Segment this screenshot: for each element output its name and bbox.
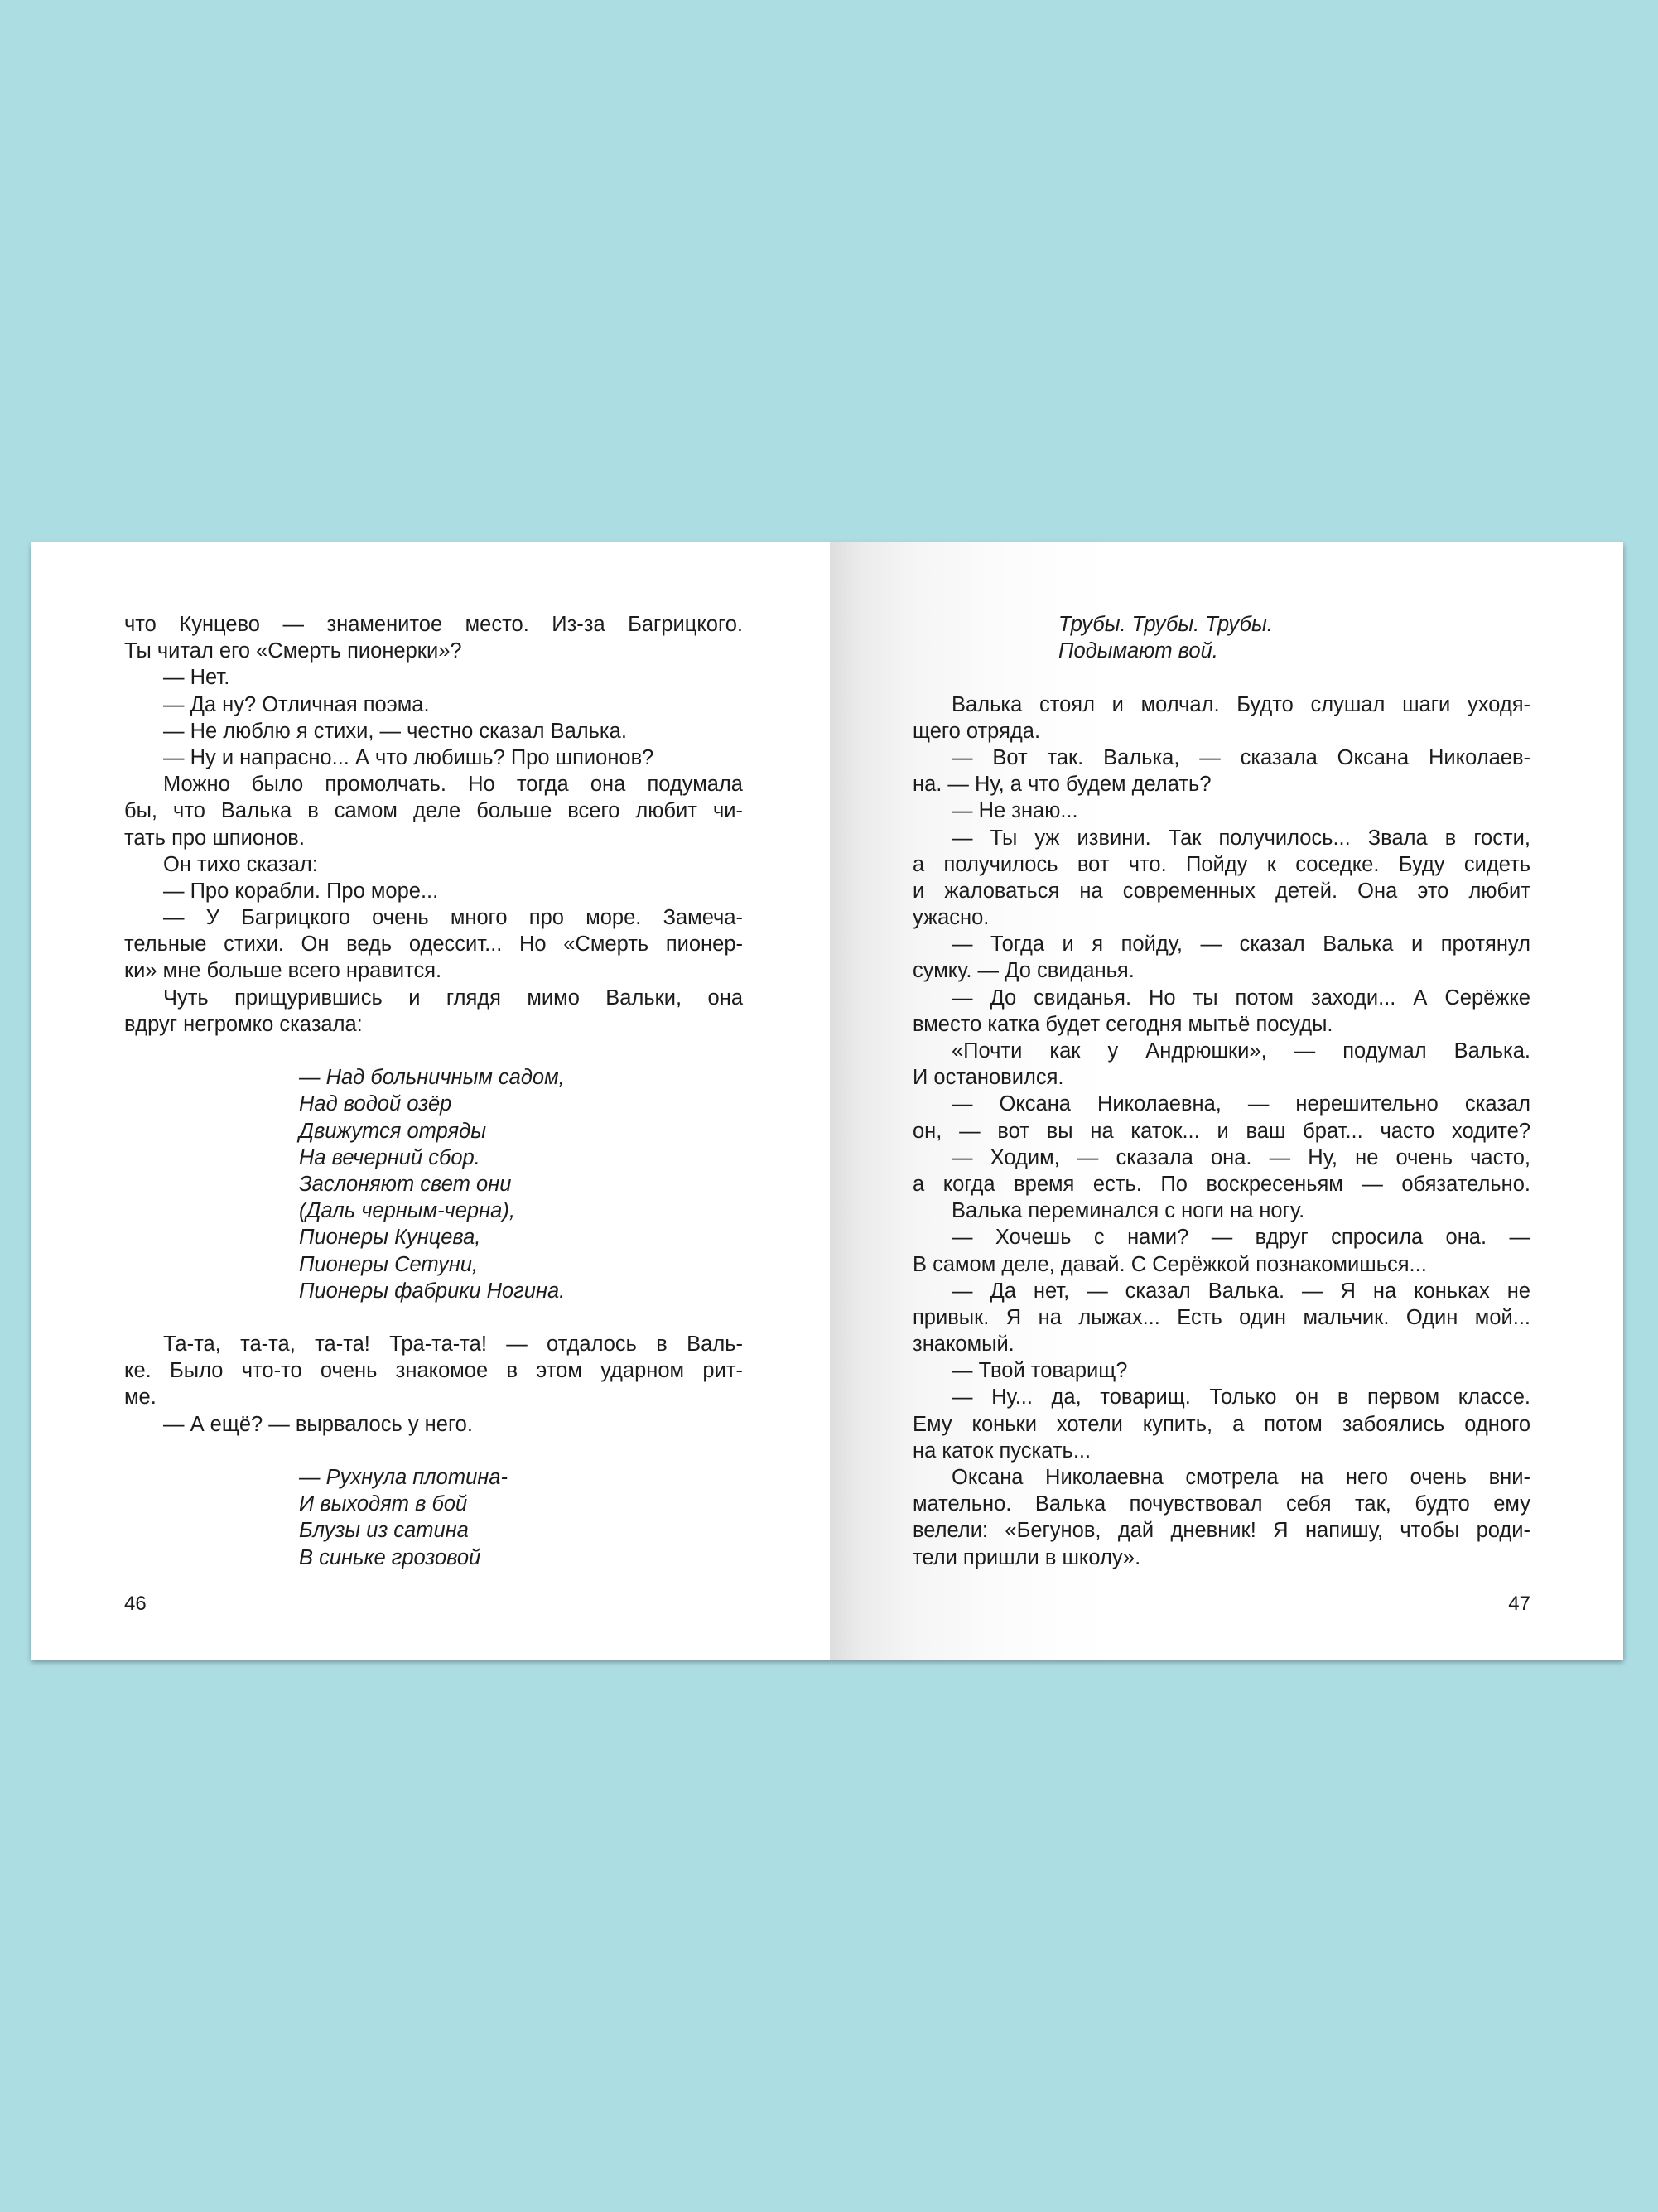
- text-line: — Твой товарищ?: [952, 1359, 1128, 1383]
- text-line: И остановился.: [913, 1066, 1064, 1090]
- blank-line: [913, 664, 1530, 691]
- text-line: — У Багрицкого очень много про море. Замеча-: [163, 906, 743, 930]
- text-line: Та-та, та-та, та-та! Тра-та-та! — отдалось в Валь-: [163, 1333, 743, 1357]
- text-line: ке. Было что-то очень знакомое в этом ударном рит-: [124, 1359, 743, 1383]
- text-line: — А ещё? — вырвалось у него.: [163, 1412, 473, 1436]
- text-line: Валька переминался с ноги на ногу.: [952, 1199, 1305, 1223]
- text-line: сумку. — До свиданья.: [913, 959, 1135, 983]
- right-page: [830, 542, 1623, 1660]
- text-line: — Нет.: [163, 666, 230, 690]
- text-line: — Ходим, — сказала она. — Ну, не очень часто,: [952, 1145, 1530, 1169]
- book-spread: [31, 542, 1623, 1660]
- blank-line: [124, 1438, 743, 1464]
- text-line: он, — вот вы на каток... и ваш брат... часто ходите?: [913, 1119, 1530, 1143]
- text-line: тать про шпионов.: [124, 826, 305, 850]
- text-line: — Оксана Николаевна, — нерешительно сказал: [952, 1092, 1530, 1116]
- right-page-text: [913, 611, 1530, 1571]
- text-line: щего отряда.: [913, 719, 1041, 743]
- text-line: — Вот так. Валька, — сказала Оксана Николаев-: [952, 745, 1530, 769]
- text-line: В самом деле, давай. С Серёжкой познакомишься...: [913, 1252, 1427, 1276]
- text-line: — Хочешь с нами? — вдруг спросила она. —: [952, 1226, 1530, 1250]
- text-line: мательно. Валька почувствовал себя так, будто ему: [913, 1492, 1530, 1516]
- text-line: Ему коньки хотели купить, а потом забоялись одного: [913, 1412, 1530, 1436]
- text-line: бы, что Валька в самом деле больше всего любит чи-: [124, 799, 743, 823]
- text-line: тели пришли в школу».: [913, 1545, 1141, 1569]
- poem-line: И выходят в бой: [299, 1492, 468, 1516]
- text-line: — Ну и напрасно... А что любишь? Про шпионов?: [163, 745, 654, 769]
- text-line: Оксана Николаевна смотрела на него очень вни-: [952, 1466, 1530, 1489]
- poem-line: Трубы. Трубы. Трубы.: [1058, 613, 1273, 636]
- text-line: привык. Я на лыжах... Есть один мальчик. Один мой...: [913, 1305, 1530, 1329]
- poem-line: Заслоняют свет они: [299, 1172, 512, 1196]
- blank-line: [124, 1038, 743, 1064]
- text-line: ме.: [124, 1386, 157, 1410]
- poem-line: Над водой озёр: [299, 1092, 452, 1116]
- text-line: вместо катка будет сегодня мытьё посуды.: [913, 1012, 1333, 1036]
- text-line: — Да ну? Отличная поэма.: [163, 692, 430, 716]
- text-line: тельные стихи. Он ведь одессит... Но «Смерть пионер-: [124, 933, 743, 957]
- text-line: Чуть прищурившись и глядя мимо Вальки, она: [163, 986, 743, 1010]
- text-line: Валька стоял и молчал. Будто слушал шаги уходя-: [952, 692, 1530, 716]
- text-line: «Почти как у Андрюшки», — подумал Валька.: [952, 1039, 1530, 1063]
- poem-line: Блузы из сатина: [299, 1519, 469, 1543]
- poem-line: На вечерний сбор.: [299, 1145, 480, 1169]
- poem-line: Подымают вой.: [1058, 639, 1218, 663]
- poem-line: — Рухнула плотина-: [299, 1466, 508, 1489]
- text-line: — Ты уж извини. Так получилось... Звала в гости,: [952, 826, 1530, 850]
- text-line: — Не люблю я стихи, — честно сказал Валька.: [163, 719, 627, 743]
- left-page-text: [124, 611, 743, 1571]
- text-line: что Кунцево — знаменитое место. Из-за Багрицкого.: [124, 613, 743, 636]
- text-line: велели: «Бегунов, дай дневник! Я напишу, чтобы роди-: [913, 1519, 1530, 1543]
- text-line: Можно было промолчать. Но тогда она подумала: [163, 773, 743, 797]
- text-line: Он тихо сказал:: [163, 852, 318, 876]
- text-line: и жаловаться на современных детей. Она это любит: [913, 879, 1530, 903]
- page-number-right: 47: [1508, 1593, 1530, 1615]
- poem-line: (Даль черным-черна),: [299, 1199, 515, 1223]
- text-line: — Не знаю...: [952, 799, 1078, 823]
- text-line: — Да нет, — сказал Валька. — Я на коньках не: [952, 1279, 1530, 1303]
- poem-line: Пионеры фабрики Ногина.: [299, 1279, 566, 1303]
- poem-line: Пионеры Сетуни,: [299, 1252, 479, 1276]
- text-line: — До свиданья. Но ты потом заходи... А Серёжке: [952, 986, 1530, 1010]
- poem-line: Движутся отряды: [299, 1119, 486, 1143]
- poem-line: Пионеры Кунцева,: [299, 1226, 481, 1250]
- text-line: а получилось вот что. Пойду к соседке. Буду сидеть: [913, 852, 1530, 876]
- text-line: вдруг негромко сказала:: [124, 1012, 363, 1036]
- poem-line: В синьке грозовой: [299, 1545, 481, 1569]
- text-line: — Ну... да, товарищ. Только он в первом классе.: [952, 1386, 1530, 1410]
- text-line: Ты читал его «Смерть пионерки»?: [124, 639, 462, 663]
- text-line: — Тогда и я пойду, — сказал Валька и протянул: [952, 933, 1530, 957]
- text-line: на. — Ну, а что будем делать?: [913, 773, 1212, 797]
- blank-line: [124, 1304, 743, 1331]
- page-number-left: 46: [124, 1593, 147, 1615]
- text-line: а когда время есть. По воскресеньям — обязательно.: [913, 1172, 1530, 1196]
- left-page: [31, 542, 830, 1660]
- text-line: на каток пускать...: [913, 1439, 1092, 1463]
- poem-line: — Над больничным садом,: [299, 1066, 565, 1090]
- text-line: — Про корабли. Про море...: [163, 879, 439, 903]
- text-line: знакомый.: [913, 1333, 1015, 1357]
- text-line: ужасно.: [913, 906, 990, 930]
- text-line: ки» мне больше всего нравится.: [124, 959, 442, 983]
